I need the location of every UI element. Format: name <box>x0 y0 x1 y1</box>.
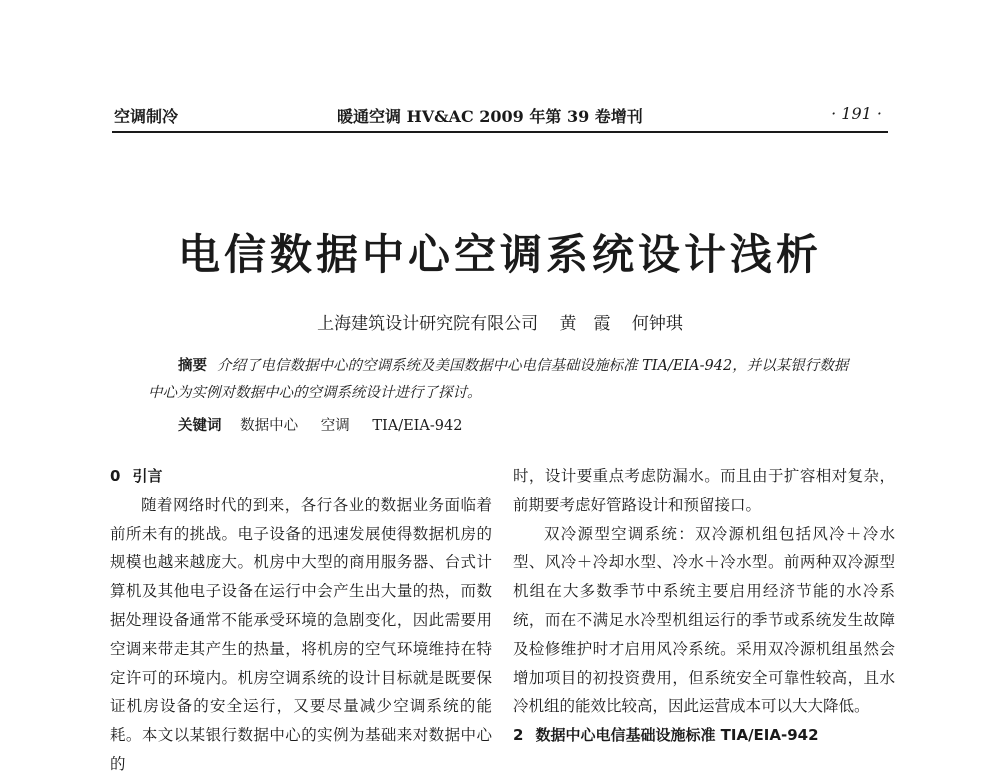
author-name: 何钟琪 <box>631 314 683 334</box>
section-number: 2 <box>513 726 524 745</box>
header-page-number: · 191 · <box>831 104 882 123</box>
keywords <box>178 414 480 435</box>
left-column <box>110 462 492 779</box>
section-title: 数据中心电信基础设施标准 TIA/EIA-942 <box>535 726 819 745</box>
section-heading-tia-942 <box>513 721 895 750</box>
header-journal-info: 暖通空调 HV&AC 2009 年第 39 卷增刊 <box>337 107 643 126</box>
header-section-label: 空调制冷 <box>114 107 179 126</box>
keywords-label: 关键词 <box>178 417 222 434</box>
section-number: 0 <box>110 467 121 485</box>
keyword: TIA/EIA-942 <box>372 418 463 434</box>
dual-source-paragraph: 双冷源型空调系统：双冷源机组包括风冷＋冷水型、风冷＋冷却水型、冷水＋冷水型。前两种双冷源型机组在大多数季节中系统主要启用经济节能的水冷系统，而在不满足水冷型机组运行的季节或系统发生故障及检修维护时才启用风冷系统。采用双冷源机组虽然会增加项目的初投资费用，但系统安全可靠性较高，且水冷机组的能效比较高，因此运营成本可以大大降低。 <box>513 524 895 716</box>
running-header <box>112 100 888 128</box>
author-name: 黄 霞 <box>559 314 611 334</box>
introduction-paragraph: 随着网络时代的到来，各行各业的数据业务面临着前所未有的挑战。电子设备的迅速发展使得数据机房的规模也越来越庞大。机房中大型的商用服务器、台式计算机及其他电子设备在运行中会产生出大量的热，而数据处理设备通常不能承受环境的急剧变化，因此需要用空调来带走其产生的热量，将机房的空气环境维持在特定许可的环境内。机房空调系统的设计目标就是既要保证机房设备的安全运行，又要尽量减少空调系统的能耗。本文以某银行数据中心的实例为基础来对数据中心的 <box>110 495 492 773</box>
author-line <box>0 309 1000 334</box>
paper-title: 电信数据中心空调系统设计浅析 <box>177 230 822 279</box>
keyword: 空调 <box>320 418 350 434</box>
abstract-label: 摘要 <box>178 357 207 374</box>
right-column <box>513 462 895 750</box>
abstract <box>148 352 858 407</box>
author-affiliation: 上海建筑设计研究院有限公司 <box>317 314 539 334</box>
keyword: 数据中心 <box>240 418 299 434</box>
header-rule <box>112 131 888 133</box>
section-heading-introduction <box>110 462 492 491</box>
section-title: 引言 <box>132 467 163 485</box>
abstract-text: 介绍了电信数据中心的空调系统及美国数据中心电信基础设施标准 TIA/EIA-942，并以某银行数据中心为实例对数据中心的空调系统设计进行了探讨。 <box>148 358 849 401</box>
continued-paragraph: 时，设计要重点考虑防漏水。而且由于扩容相对复杂，前期要考虑好管路设计和预留接口。 <box>513 467 895 514</box>
